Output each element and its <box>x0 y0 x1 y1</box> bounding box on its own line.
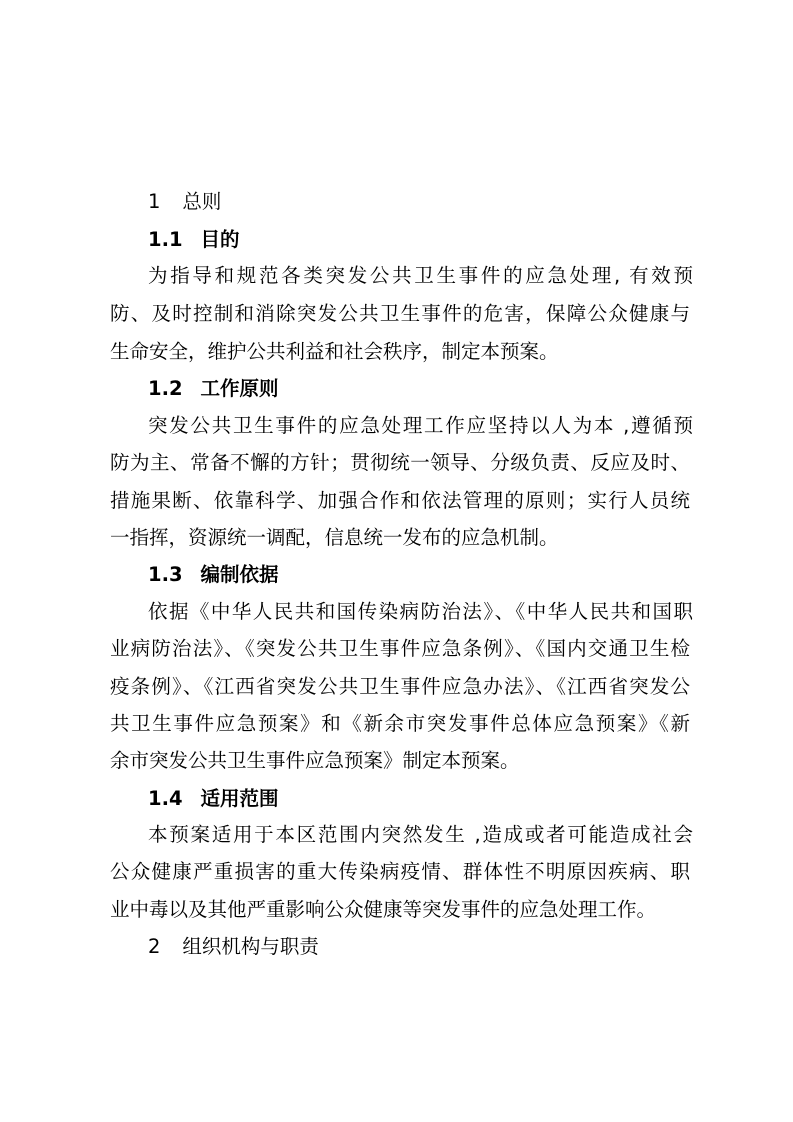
section-number: 1 <box>148 190 161 213</box>
paragraph-line: 业中毒以及其他严重影响公众健康等突发事件的应急处理工作。 <box>110 898 657 921</box>
section-number: 1.2 <box>148 377 183 400</box>
paragraph-line: 生命安全，维护公共利益和社会秩序，制定本预案。 <box>110 340 559 363</box>
section-number: 2 <box>148 935 161 958</box>
section-1-heading <box>148 190 693 214</box>
section-title: 目的 <box>200 228 240 251</box>
paragraph-line: 余市突发公共卫生事件应急预案》制定本预案。 <box>110 749 520 772</box>
paragraph-line: 依据《中华人民共和国传染病防治法》、《中华人民共和国职 <box>148 600 693 623</box>
paragraph-line: 为指导和规范各类突发公共卫生事件的应急处理, 有效预 <box>148 264 693 287</box>
section-title: 编制依据 <box>200 563 279 586</box>
section-number: 1.3 <box>148 563 183 586</box>
paragraph-line: 本预案适用于本区范围内突然发生 ,造成或者可能造成社会 <box>148 823 693 846</box>
paragraph-line: 防为主、常备不懈的方针；贯彻统一领导、分级负责、反应及时、 <box>110 451 690 474</box>
section-title: 工作原则 <box>200 377 279 400</box>
paragraph-line: 公众健康严重损害的重大传染病疫情、群体性不明原因疾病、职 <box>110 860 690 883</box>
paragraph-line: 业病防治法》、《突发公共卫生事件应急条例》、《国内交通卫生检 <box>110 637 690 660</box>
paragraph-line: 共卫生事件应急预案》和《新余市突发事件总体应急预案》《新 <box>110 712 690 735</box>
section-number: 1.1 <box>148 228 183 251</box>
section-1-1-heading <box>148 228 693 252</box>
section-title: 总则 <box>182 190 222 213</box>
paragraph-line: 突发公共卫生事件的应急处理工作应坚持以人为本 ,遵循预 <box>148 414 693 437</box>
section-2-heading <box>148 935 693 959</box>
paragraph-line: 防、及时控制和消除突发公共卫生事件的危害，保障公众健康与 <box>110 302 690 325</box>
section-title: 适用范围 <box>200 787 279 810</box>
paragraph-line: 疫条例》、《江西省突发公共卫生事件应急办法》、《江西省突发公 <box>110 675 690 698</box>
section-title: 组织机构与职责 <box>182 935 319 958</box>
section-number: 1.4 <box>148 787 183 810</box>
paragraph-line: 一指挥，资源统一调配，信息统一发布的应急机制。 <box>110 526 559 549</box>
section-1-2-heading <box>148 377 693 401</box>
section-1-4-heading <box>148 787 693 811</box>
section-1-3-heading <box>148 563 693 587</box>
paragraph-line: 措施果断、依靠科学、加强合作和依法管理的原则；实行人员统 <box>110 489 690 512</box>
